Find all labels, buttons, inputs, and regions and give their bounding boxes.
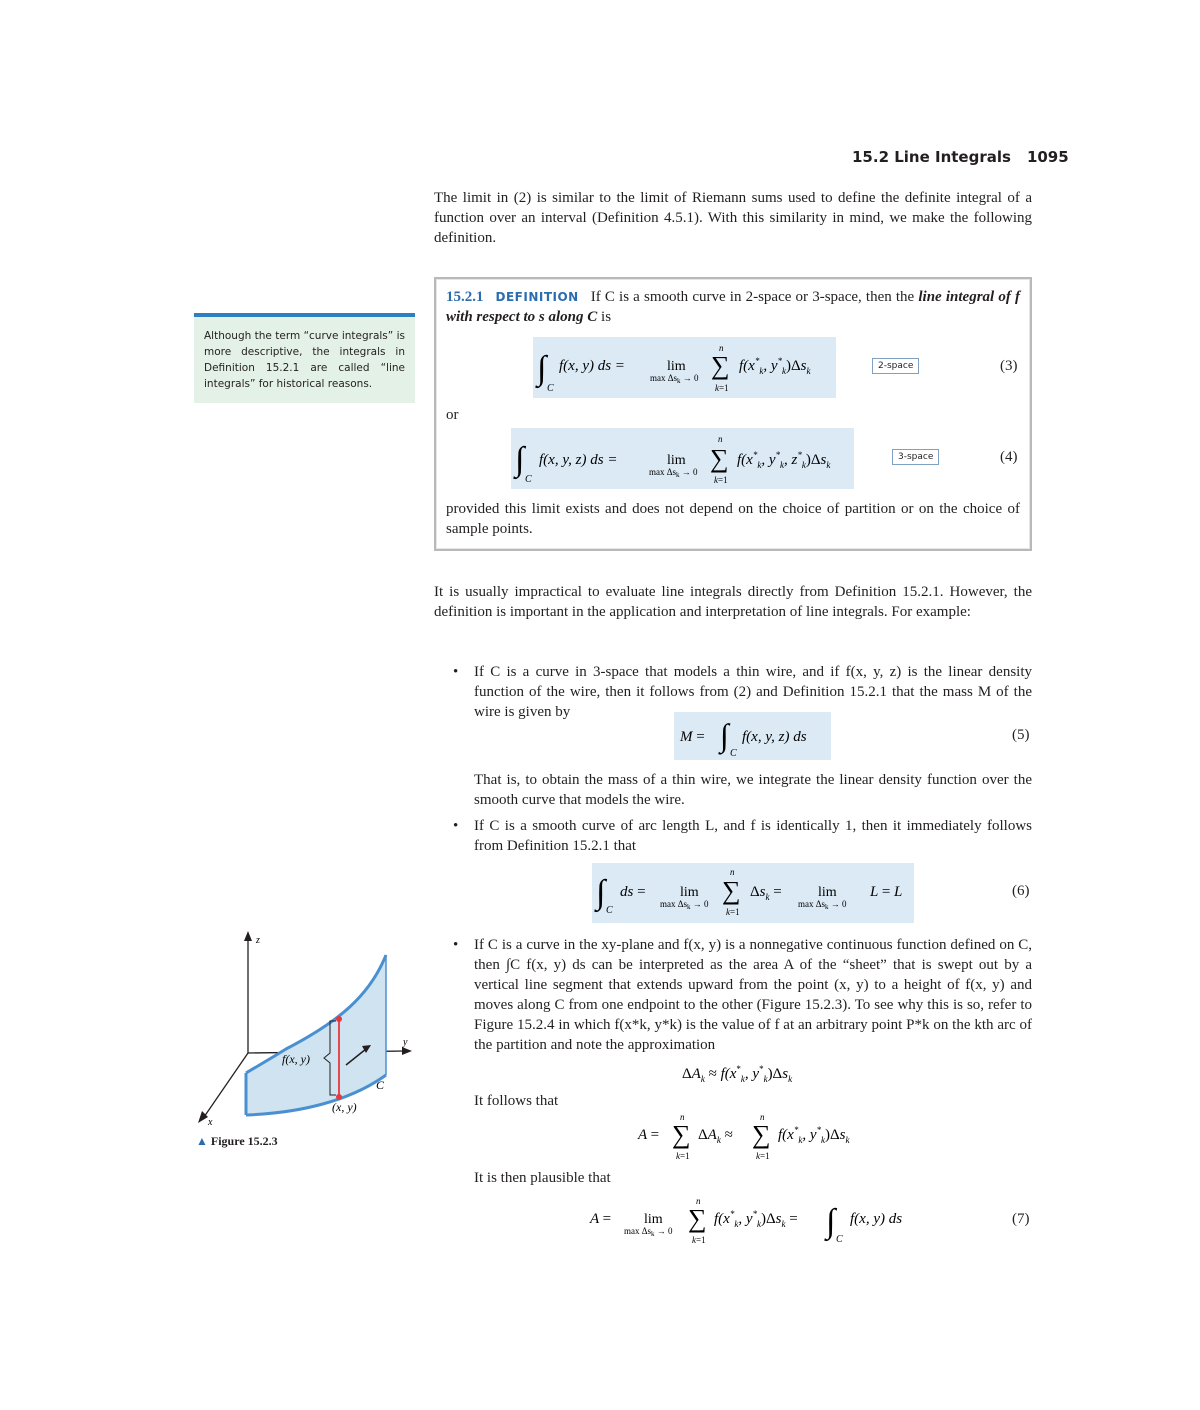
svg-text:ΔAk ≈: $\Delta A_k$ ≈ (698, 1127, 733, 1145)
section-title: 15.2 Line Integrals (852, 148, 1011, 166)
svg-text:k=1: k=1 (676, 1151, 690, 1161)
y-axis-arrow (402, 1047, 412, 1055)
paragraph-2: It is usually impractical to evaluate line integrals directly from Definition 15.2.1. However, the definition is important in the application and interpretation of line integrals. For example: (434, 584, 1032, 620)
svg-text:lim: lim (667, 359, 686, 374)
equation-7 (588, 1190, 928, 1252)
x-label: x (208, 1117, 213, 1128)
svg-text:f(x*k, y*k)Δsk =: $f(x^*_k$, $y^*_k)\Delta s_k$ = (714, 1209, 798, 1229)
svg-text:max Δsk → 0: $\max \Delta s_k \to 0$ (660, 899, 709, 911)
svg-text:n: n (680, 1112, 685, 1122)
svg-text:∑: ∑ (711, 351, 730, 380)
equation-7-number: (7) (1012, 1211, 1030, 1227)
svg-text:k=1: k=1 (692, 1235, 706, 1245)
svg-text:C: C (836, 1234, 843, 1245)
equation-5-highlight (674, 712, 831, 760)
curve-label: C (376, 1078, 385, 1092)
svg-text:f(x, y, z) ds: f(x, y, z) ds (742, 729, 807, 745)
svg-text:max Δsk → 0: $\max \Delta s_k \to 0$ (798, 899, 847, 911)
sheet-surface (246, 955, 386, 1115)
running-header (852, 148, 1069, 166)
svg-text:lim: lim (644, 1212, 663, 1227)
equation-4-number: (4) (1000, 449, 1018, 465)
top-point (336, 1016, 342, 1022)
margin-note (194, 313, 415, 403)
svg-text:∫: ∫ (826, 1203, 836, 1240)
equation-5-number: (5) (1012, 727, 1030, 743)
svg-text:∫: ∫ (537, 350, 547, 387)
svg-text:C: C (547, 383, 554, 394)
svg-text:M =: M = (680, 729, 705, 745)
svg-text:max Δsk → 0: $\max \Delta s_k \to 0$ (650, 373, 699, 385)
bullet-2-text: If C is a smooth curve of arc length L, and f is identically 1, then it immediately follows from Definition 15.2.1 that (474, 818, 1032, 854)
intro-paragraph: The limit in (2) is similar to the limit of Riemann sums used to define the definite integral of a function over an interval (Definition 4.5.1). With this similarity in mind, we make the following definition. (434, 190, 1032, 246)
svg-text:n: n (730, 867, 735, 877)
svg-text:n: n (719, 343, 724, 353)
z-label: z (256, 935, 260, 946)
svg-text:∫: ∫ (515, 441, 525, 478)
margin-note-text: Although the term “curve integrals” is more descriptive, the integrals in Definition 15.2.1 are called “line integrals” for historical reasons. (204, 330, 405, 390)
three-space-tag: 3-space (892, 449, 939, 465)
definition-lead (446, 287, 1020, 327)
svg-text:k=1: k=1 (714, 475, 728, 485)
svg-text:k=1: k=1 (726, 907, 740, 917)
svg-text:C: C (730, 748, 737, 759)
svg-text:∑: ∑ (710, 444, 729, 473)
svg-text:f(x*k, y*k, z*k)Δsk: $f(x^*_k$, $y^*_k$, $z^*_k)\Delta s_k$ (737, 450, 831, 470)
fxy-label: f(x, y) (282, 1052, 310, 1066)
two-space-tag: 2-space (872, 358, 919, 374)
z-axis-arrow (244, 931, 252, 941)
svg-text:A =: A = (638, 1127, 660, 1143)
svg-text:f(x, y, z) ds =: f(x, y, z) ds = (539, 452, 618, 468)
svg-text:k=1: k=1 (715, 383, 729, 393)
definition-number: 15.2.1 (446, 289, 484, 305)
svg-text:∑: ∑ (752, 1120, 771, 1149)
svg-text:C: C (525, 474, 532, 485)
it-follows-text: It follows that (474, 1093, 559, 1109)
area-sum-equation (636, 1108, 886, 1164)
svg-text:ds =: ds = (620, 884, 646, 900)
svg-text:f(x*k, y*k)Δsk: $f(x^*_k$, $y^*_k)\Delta s_k$ (778, 1125, 850, 1145)
svg-text:∑: ∑ (688, 1204, 707, 1233)
definition-lead-end: is (601, 309, 612, 325)
equation-4-highlight (511, 428, 854, 489)
bullet-2-marker: • (453, 818, 459, 834)
figure-caption (196, 1134, 278, 1149)
svg-text:L = L: L = L (870, 884, 903, 900)
point-label: (x, y) (332, 1100, 357, 1114)
svg-text:C: C (606, 905, 613, 916)
svg-text:∑: ∑ (672, 1120, 691, 1149)
figure-caption-text: Figure 15.2.3 (210, 1134, 278, 1148)
svg-text:∫: ∫ (596, 874, 606, 911)
equation-3-number: (3) (1000, 358, 1018, 374)
svg-text:∑: ∑ (722, 876, 741, 905)
definition-term: line integral of f with respect to s along C (446, 289, 1020, 325)
svg-text:k=1: k=1 (756, 1151, 770, 1161)
svg-text:∫: ∫ (720, 717, 729, 753)
svg-text:f(x, y) ds: f(x, y) ds (850, 1211, 903, 1227)
svg-text:f(x, y) ds =: f(x, y) ds = (559, 358, 625, 374)
svg-text:ΔAk ≈ f(x*k, y*k)Δsk: $\Delta A_k \approx f(x^*_k$, $y^*_k)\Delta s_k$ (682, 1064, 793, 1084)
svg-text:n: n (718, 434, 723, 444)
bullet-3-marker: • (453, 937, 459, 953)
definition-or: or (446, 407, 459, 423)
bullet-1-marker: • (453, 664, 459, 680)
svg-text:n: n (760, 1112, 765, 1122)
equation-6-highlight (592, 863, 914, 923)
equation-5 (674, 712, 831, 760)
definition-lead-text: If C is a smooth curve in 2-space or 3-space, then the (590, 289, 915, 305)
svg-text:lim: lim (667, 453, 686, 468)
caption-triangle-icon: ▲ (196, 1134, 208, 1148)
svg-text:f(x*k, y*k)Δsk: $f(x^*_k$, $y^*_k)\Delta s_k$ (739, 356, 811, 376)
definition-closing: provided this limit exists and does not depend on the choice of partition or on the choice of sample points. (446, 501, 1020, 537)
equation-4 (511, 428, 854, 489)
svg-text:max Δsk → 0: $\max \Delta s_k \to 0$ (624, 1226, 673, 1238)
equation-6 (592, 863, 914, 923)
svg-text:lim: lim (818, 885, 837, 900)
svg-text:lim: lim (680, 885, 699, 900)
equation-3 (533, 337, 836, 398)
svg-text:Δsk =: $\Delta s_k$ = (750, 884, 782, 902)
definition-word: DEFINITION (495, 290, 579, 304)
plausible-text: It is then plausible that (474, 1170, 611, 1186)
svg-text:max Δsk → 0: $\max \Delta s_k \to 0$ (649, 467, 698, 479)
equation-3-highlight (533, 337, 836, 398)
equation-6-number: (6) (1012, 883, 1030, 899)
page-number: 1095 (1026, 148, 1069, 166)
figure-15-2-3 (190, 925, 430, 1140)
bullet-1-text: If C is a curve in 3-space that models a thin wire, and if f(x, y, z) is the linear density function of the wire, then it follows from (2) and Definition 15.2.1 that the mass M of the wire is given by (474, 664, 1032, 720)
bullet-3-text: If C is a curve in the xy-plane and f(x, y) is a nonnegative continuous function defined on C, then ∫C f(x, y) ds can be interpreted as the area A of the “sheet” that is swept out by a vertical line segment that extends upward from the point (x, y) to a height of f(x, y) and moves along C from one endpoint to the other (Figure 15.2.3). To see why this is so, refer to Figure 15.2.4 in which f(x*k, y*k) is the value of f at an arbitrary point P*k on the kth arc of the partition and note the approximation (474, 937, 1032, 1053)
svg-text:n: n (696, 1196, 701, 1206)
y-label: y (403, 1037, 408, 1048)
approximation-equation (680, 1060, 840, 1088)
bullet-1-after: That is, to obtain the mass of a thin wire, we integrate the linear density function over the smooth curve that models the wire. (474, 772, 1032, 808)
x-axis (204, 1053, 248, 1117)
svg-text:A =: A = (590, 1211, 612, 1227)
